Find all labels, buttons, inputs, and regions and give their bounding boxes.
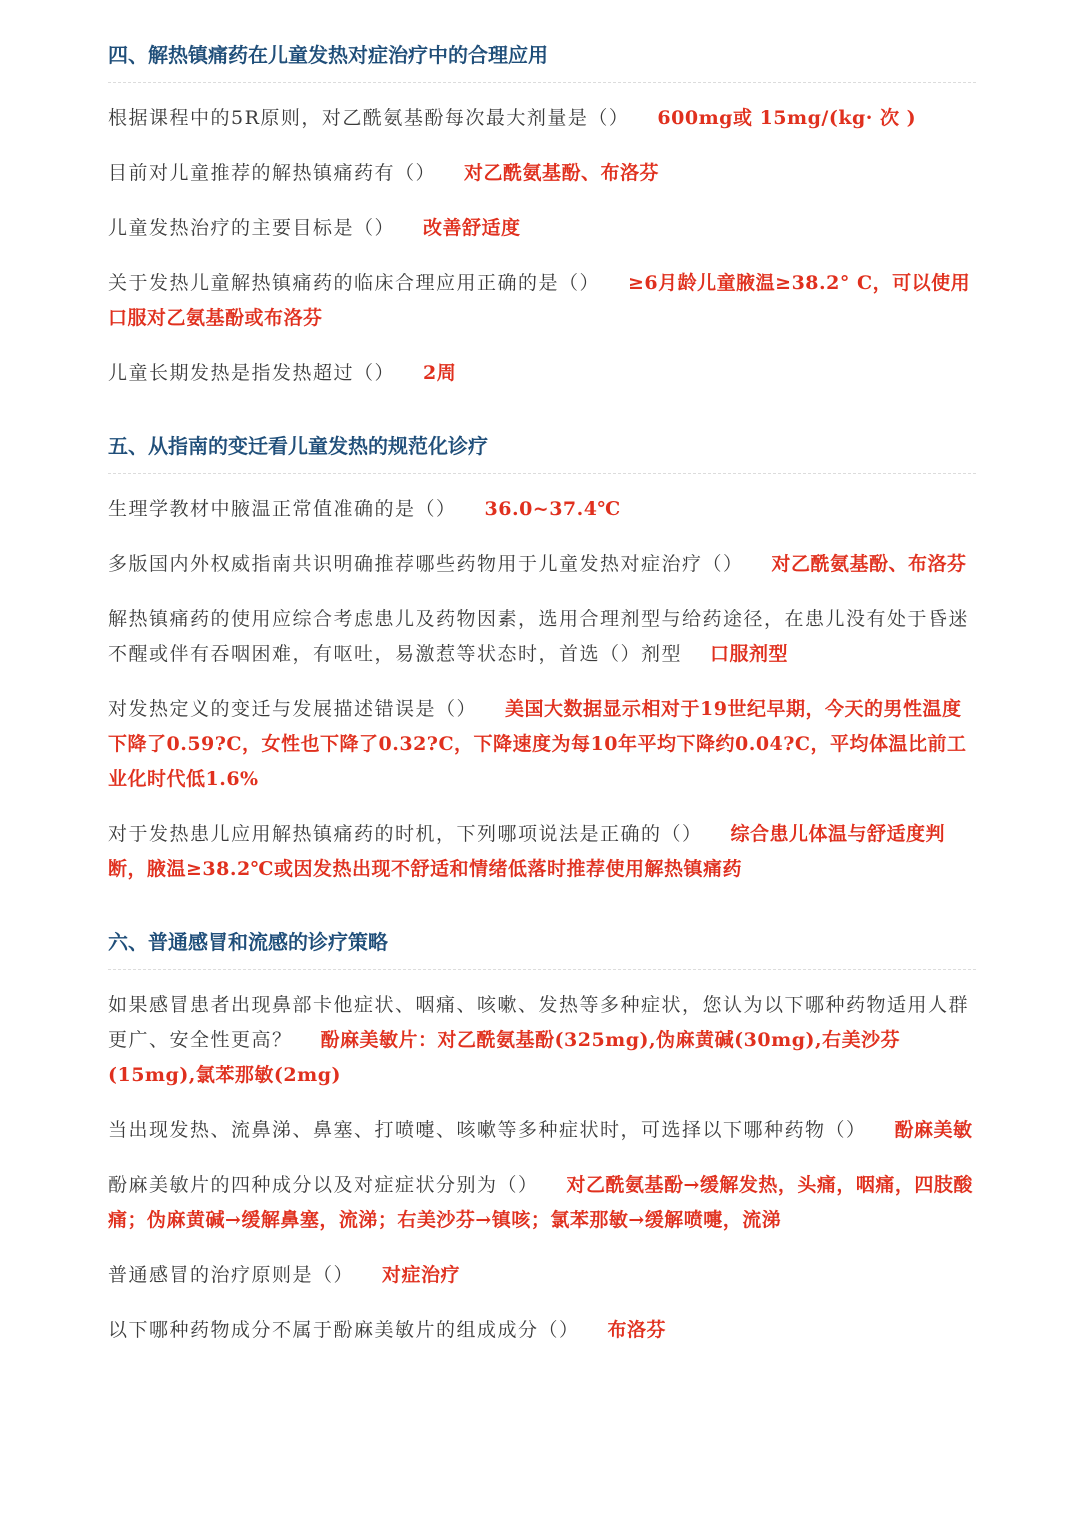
qa-item bbox=[108, 266, 976, 336]
question-text: 多版国内外权威指南共识明确推荐哪些药物用于儿童发热对症治疗（） bbox=[108, 553, 744, 575]
answer-text: 综合患儿体温与舒适度判断，腋温≥38.2℃或因发热出现不舒适和情绪低落时推荐使用解热镇痛药 bbox=[108, 823, 946, 880]
answer-text: 对乙酰氨基酚、布洛芬 bbox=[771, 553, 967, 575]
qa-item bbox=[108, 547, 976, 582]
question-text: 对于发热患儿应用解热镇痛药的时机，下列哪项说法是正确的（） bbox=[108, 823, 703, 845]
question-text: 根据课程中的5R原则，对乙酰氨基酚每次最大剂量是（） bbox=[108, 107, 630, 129]
answer-text: 布洛芬 bbox=[607, 1319, 667, 1341]
qa-item bbox=[108, 1258, 976, 1293]
question-text: 目前对儿童推荐的解热镇痛药有（） bbox=[108, 162, 437, 184]
question-text: 儿童长期发热是指发热超过（） bbox=[108, 362, 396, 384]
answer-text: 2周 bbox=[423, 362, 457, 384]
qa-item bbox=[108, 692, 976, 797]
answer-text: 改善舒适度 bbox=[423, 217, 521, 239]
answer-text: 对症治疗 bbox=[382, 1264, 461, 1286]
qa-item bbox=[108, 211, 976, 246]
qa-item bbox=[108, 1168, 976, 1238]
question-text: 当出现发热、流鼻涕、鼻塞、打喷嚏、咳嗽等多种症状时，可选择以下哪种药物（） bbox=[108, 1119, 867, 1141]
answer-text: ≥6月龄儿童腋温≥38.2° C，可以使用口服对乙氨基酚或布洛芬 bbox=[108, 272, 971, 329]
section-title: 四、解热镇痛药在儿童发热对症治疗中的合理应用 bbox=[108, 40, 976, 83]
question-text: 解热镇痛药的使用应综合考虑患儿及药物因素，选用合理剂型与给药途径，在患儿没有处于昏迷不醒或伴有吞咽困难，有呕吐，易激惹等状态时，首选（）剂型 bbox=[108, 608, 970, 665]
question-text: 酚麻美敏片的四种成分以及对症症状分别为（） bbox=[108, 1174, 539, 1196]
question-text: 以下哪种药物成分不属于酚麻美敏片的组成成分（） bbox=[108, 1319, 580, 1341]
answer-text: 酚麻美敏 bbox=[894, 1119, 973, 1141]
qa-item bbox=[108, 156, 976, 191]
qa-item bbox=[108, 492, 976, 527]
answer-text: 口服剂型 bbox=[710, 643, 789, 665]
qa-item bbox=[108, 1313, 976, 1348]
answer-text: 美国大数据显示相对于19世纪早期，今天的男性温度下降了0.59?C，女性也下降了0.32?C，下降速度为每10年平均下降约0.04?C，平均体温比前工业化时代低1.6% bbox=[108, 698, 967, 790]
question-text: 关于发热儿童解热镇痛药的临床合理应用正确的是（） bbox=[108, 272, 601, 294]
document-page bbox=[108, 40, 976, 1348]
qa-item bbox=[108, 101, 976, 136]
answer-text: 600mg或 15mg/(kg· 次 ) bbox=[657, 107, 917, 129]
qa-item bbox=[108, 356, 976, 391]
answer-text: 酚麻美敏片：对乙酰氨基酚(325mg),伪麻黄碱(30mg),右美沙芬(15mg),氯苯那敏(2mg) bbox=[108, 1029, 901, 1086]
question-text: 对发热定义的变迁与发展描述错误是（） bbox=[108, 698, 478, 720]
question-text: 生理学教材中腋温正常值准确的是（） bbox=[108, 498, 457, 520]
qa-item bbox=[108, 602, 976, 672]
question-text: 普通感冒的治疗原则是（） bbox=[108, 1264, 355, 1286]
answer-text: 对乙酰氨基酚→缓解发热，头痛，咽痛，四肢酸痛；伪麻黄碱→缓解鼻塞，流涕；右美沙芬→镇咳；氯苯那敏→缓解喷嚏，流涕 bbox=[108, 1174, 973, 1231]
qa-item bbox=[108, 1113, 976, 1148]
answer-text: 对乙酰氨基酚、布洛芬 bbox=[464, 162, 660, 184]
answer-text: 36.0~37.4℃ bbox=[484, 498, 621, 520]
section-title: 五、从指南的变迁看儿童发热的规范化诊疗 bbox=[108, 431, 976, 474]
question-text: 儿童发热治疗的主要目标是（） bbox=[108, 217, 396, 239]
question-text: 如果感冒患者出现鼻部卡他症状、咽痛、咳嗽、发热等多种症状，您认为以下哪种药物适用人群更广、安全性更高？ bbox=[108, 994, 970, 1051]
qa-item bbox=[108, 988, 976, 1093]
section-title: 六、普通感冒和流感的诊疗策略 bbox=[108, 927, 976, 970]
qa-item bbox=[108, 817, 976, 887]
